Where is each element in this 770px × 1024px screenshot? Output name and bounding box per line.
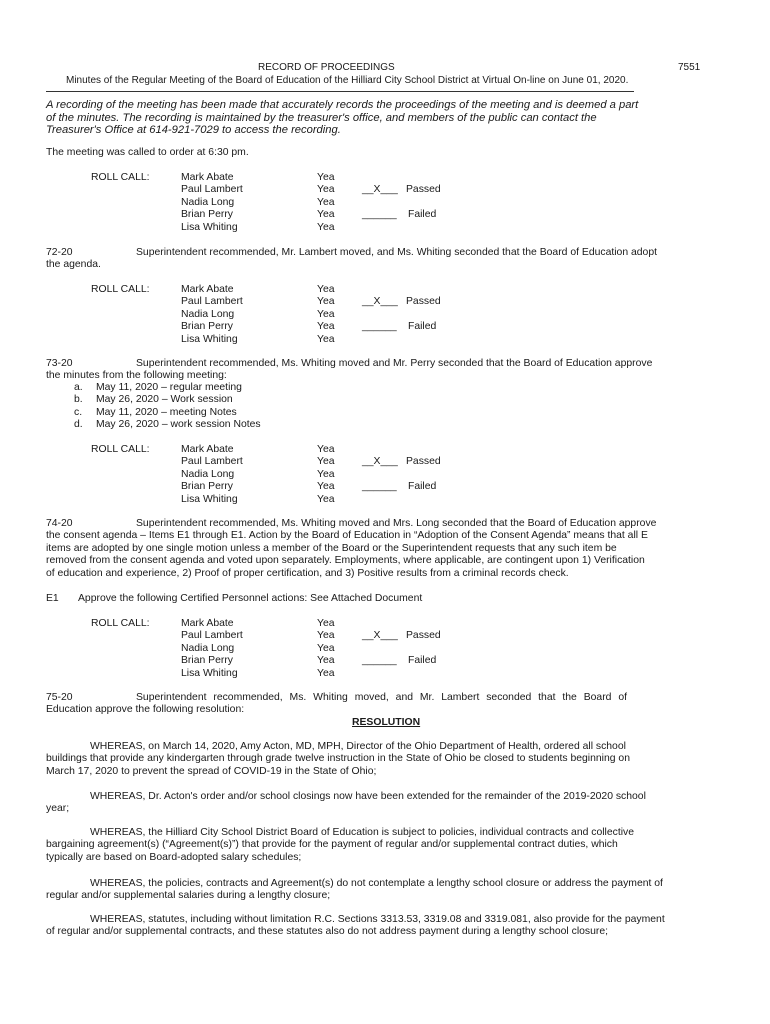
member-vote: Yea [317, 221, 335, 233]
resolution-heading: RESOLUTION [352, 717, 421, 728]
item-number: 72-20 [46, 247, 73, 258]
member-name: Nadia Long [181, 642, 235, 654]
member-vote: Yea [317, 296, 335, 308]
passed-mark: __X___ [362, 630, 398, 642]
recording-notice-line: of the minutes. The recording is maintained by the treasurer's office, and members of the public can contact the [46, 111, 597, 124]
member-vote: Yea [317, 630, 335, 642]
header-rule [46, 91, 634, 92]
member-vote: Yea [317, 196, 335, 208]
minutes-list [74, 382, 261, 432]
failed-label: Failed [408, 481, 437, 493]
passed-label: Passed [406, 296, 441, 308]
passed-label: Passed [406, 630, 441, 642]
member-name: Nadia Long [181, 196, 235, 208]
meeting-subtitle: Minutes of the Regular Meeting of the Board of Education of the Hilliard City School District at Virtual On-line on June 01, 2020. [66, 75, 629, 86]
member-name: Lisa Whiting [181, 333, 238, 345]
whereas-line: WHEREAS, on March 14, 2020, Amy Acton, MD, MPH, Director of the Ohio Department of Health, ordered all school [90, 741, 626, 752]
item-number: 74-20 [46, 518, 73, 529]
list-text: May 11, 2020 – regular meeting [96, 382, 242, 393]
item-number: 75-20 [46, 692, 73, 703]
roll-call-label: ROLL CALL: [91, 618, 150, 629]
member-name: Brian Perry [181, 321, 233, 333]
list-text: May 11, 2020 – meeting Notes [96, 406, 237, 418]
member-name: Brian Perry [181, 655, 233, 667]
member-vote: Yea [317, 655, 335, 667]
member-vote: Yea [317, 456, 335, 468]
whereas-clause [46, 827, 634, 864]
record-title: RECORD OF PROCEEDINGS [258, 62, 395, 73]
item-text: Superintendent recommended, Mr. Lambert moved, and Ms. Whiting seconded that the Board of Education adopt [136, 247, 657, 258]
whereas-line: March 17, 2020 to prevent the spread of COVID-19 in the State of Ohio; [46, 765, 377, 777]
item-label: E1 [46, 593, 59, 604]
member-name: Mark Abate [181, 444, 234, 455]
member-name: Lisa Whiting [181, 221, 238, 233]
member-vote: Yea [317, 493, 335, 505]
whereas-line: regular and/or supplemental salaries during a lengthy closure; [46, 890, 331, 902]
member-name: Paul Lambert [181, 630, 243, 642]
member-vote: Yea [317, 209, 335, 221]
recording-notice-line: A recording of the meeting has been made that accurately records the proceedings of the meeting and is deemed a part [46, 99, 639, 111]
member-vote: Yea [317, 444, 335, 455]
item-text: of education and experience, 2) Proof of proper certification, and 3) Positive results from a criminal records check. [46, 568, 569, 579]
list-item [74, 419, 261, 431]
list-marker: c. [74, 406, 83, 418]
failed-mark: ______ [362, 321, 397, 333]
member-name: Brian Perry [181, 209, 233, 221]
member-vote: Yea [317, 618, 335, 629]
item-text: the agenda. [46, 259, 101, 270]
item-text: Superintendent recommended, Ms. Whiting moved and Mrs. Long seconded that the Board of Education approve [136, 518, 657, 529]
list-item [74, 394, 261, 406]
member-vote: Yea [317, 481, 335, 493]
list-text: May 26, 2020 – Work session [96, 394, 233, 406]
item-text: removed from the consent agenda and voted upon separately. Employments, where applicable, are contingent upon 1) Verification [46, 555, 645, 566]
item-text: the minutes from the following meeting: [46, 370, 227, 381]
whereas-line: buildings that provide any kindergarten through grade twelve instruction in the State of Ohio be closed to students beginning on [46, 753, 630, 765]
item-text: Superintendent recommended, Ms. Whiting moved, and Mr. Lambert seconded that the Board of [136, 692, 628, 703]
recording-notice-line: Treasurer's Office at 614-921-7029 to access the recording. [46, 124, 341, 137]
member-vote: Yea [317, 321, 335, 333]
member-name: Paul Lambert [181, 296, 243, 308]
member-name: Mark Abate [181, 618, 234, 629]
item-text: Approve the following Certified Personnel actions: See Attached Document [78, 593, 423, 604]
list-marker: d. [74, 419, 83, 431]
whereas-clause [46, 791, 646, 816]
member-name: Brian Perry [181, 481, 233, 493]
failed-mark: ______ [362, 655, 397, 667]
member-name: Lisa Whiting [181, 667, 238, 679]
whereas-line: of regular and/or supplemental contracts, and these statutes also do not address payment during a lengthy school closure; [46, 926, 609, 938]
member-name: Paul Lambert [181, 456, 243, 468]
member-name: Lisa Whiting [181, 493, 238, 505]
member-name: Mark Abate [181, 172, 234, 183]
whereas-clause [46, 741, 630, 778]
whereas-line: WHEREAS, Dr. Acton's order and/or school closings now have been extended for the remainder of the 2019-2020 school [90, 791, 646, 802]
item-text: items are adopted by one single motion unless a member of the Board or the Superintendent requests that any such item be [46, 543, 617, 554]
member-vote: Yea [317, 333, 335, 345]
passed-label: Passed [406, 184, 441, 196]
roll-call-label: ROLL CALL: [91, 284, 150, 295]
member-vote: Yea [317, 184, 335, 196]
passed-mark: __X___ [362, 456, 398, 468]
failed-mark: ______ [362, 209, 397, 221]
member-vote: Yea [317, 172, 335, 183]
whereas-line: year; [46, 803, 70, 815]
list-marker: b. [74, 394, 83, 406]
member-name: Mark Abate [181, 284, 234, 295]
whereas-line: typically are based on Board-adopted salary schedules; [46, 851, 302, 863]
roll-call-label: ROLL CALL: [91, 444, 150, 455]
failed-mark: ______ [362, 481, 397, 493]
item-text: Education approve the following resolution: [46, 704, 245, 715]
roll-call-label: ROLL CALL: [91, 172, 150, 183]
member-name: Paul Lambert [181, 184, 243, 196]
whereas-line: WHEREAS, the Hilliard City School District Board of Education is subject to policies, individual contracts and collective [90, 827, 635, 838]
member-vote: Yea [317, 667, 335, 679]
member-vote: Yea [317, 284, 335, 295]
member-name: Nadia Long [181, 468, 235, 480]
list-marker: a. [74, 382, 83, 393]
member-name: Nadia Long [181, 308, 235, 320]
item-text: Superintendent recommended, Ms. Whiting moved and Mr. Perry seconded that the Board of Education approve [136, 358, 653, 369]
passed-mark: __X___ [362, 184, 398, 196]
recording-notice [46, 99, 638, 137]
whereas-line: WHEREAS, statutes, including without limitation R.C. Sections 3313.53, 3319.08 and 3319.081, also provide for the payment [90, 914, 665, 925]
whereas-clause [46, 914, 665, 939]
whereas-clause [46, 878, 663, 903]
whereas-line: bargaining agreement(s) (“Agreement(s)”) that provide for the payment of regular and/or supplemental contract duties, which [46, 839, 618, 851]
item-text: the consent agenda – Items E1 through E1. Action by the Board of Education in “Adoption of the Consent Agenda” means that all E [46, 530, 648, 541]
passed-label: Passed [406, 456, 441, 468]
page-number: 7551 [678, 62, 701, 73]
member-vote: Yea [317, 642, 335, 654]
item-number: 73-20 [46, 358, 73, 369]
member-vote: Yea [317, 468, 335, 480]
failed-label: Failed [408, 209, 437, 221]
passed-mark: __X___ [362, 296, 398, 308]
list-text: May 26, 2020 – work session Notes [96, 419, 261, 431]
failed-label: Failed [408, 321, 437, 333]
call-to-order: The meeting was called to order at 6:30 pm. [46, 147, 249, 158]
list-item [74, 382, 261, 394]
member-vote: Yea [317, 308, 335, 320]
list-item [74, 407, 261, 419]
whereas-line: WHEREAS, the policies, contracts and Agreement(s) do not contemplate a lengthy school closure or address the payment of [90, 878, 663, 889]
failed-label: Failed [408, 655, 437, 667]
